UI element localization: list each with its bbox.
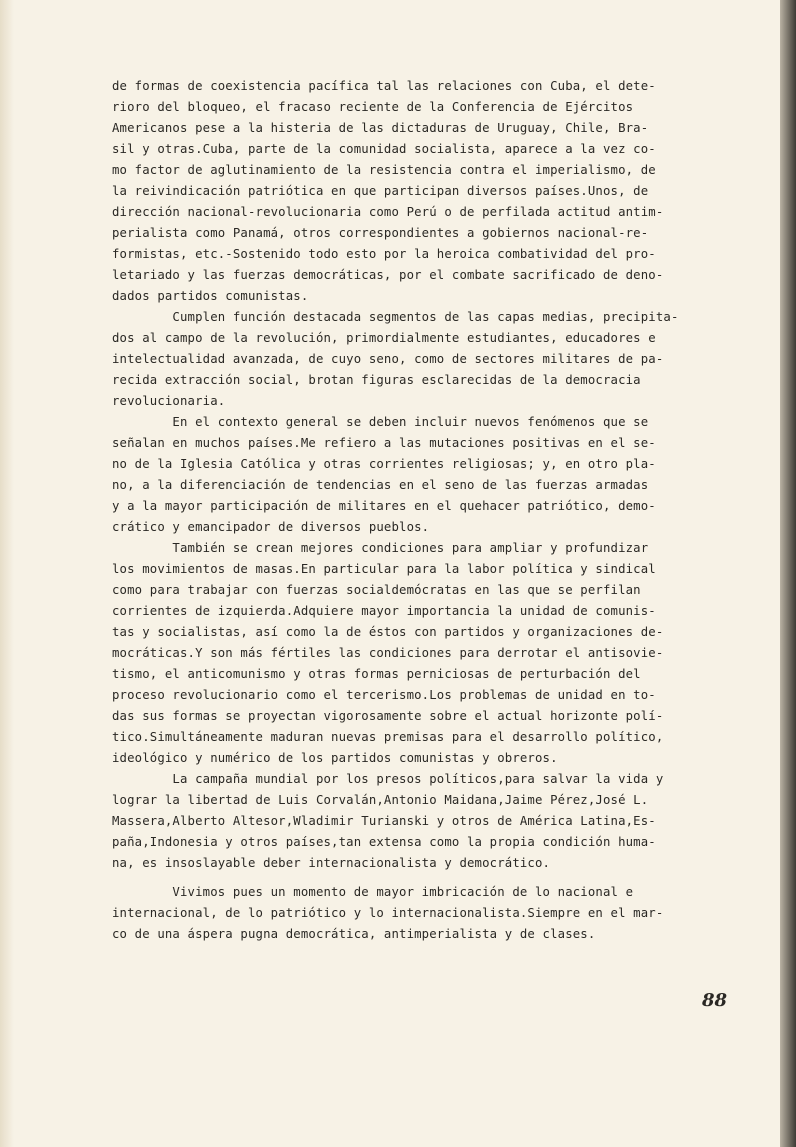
- text-line: tismo, el anticomunismo y otras formas perniciosas de perturbación del: [112, 667, 641, 681]
- text-line: perialista como Panamá, otros correspondientes a gobiernos nacional-re-: [112, 226, 649, 240]
- text-line: La campaña mundial por los presos políticos,para salvar la vida y: [112, 772, 664, 786]
- text-line: das sus formas se proyectan vigorosamente sobre el actual horizonte polí-: [112, 709, 664, 723]
- page-binding-edge: [780, 0, 796, 1147]
- text-line: revolucionaria.: [112, 394, 226, 408]
- text-line: recida extracción social, brotan figuras esclarecidas de la democracia: [112, 373, 641, 387]
- text-line: no de la Iglesia Católica y otras corrientes religiosas; y, en otro pla-: [112, 457, 656, 471]
- text-line: mo factor de aglutinamiento de la resistencia contra el imperialismo, de: [112, 163, 656, 177]
- page-number: 88: [702, 990, 728, 1011]
- text-line: no, a la diferenciación de tendencias en el seno de las fuerzas armadas: [112, 478, 649, 492]
- text-line: la reivindicación patriótica en que participan diversos países.Unos, de: [112, 184, 649, 198]
- text-line: rioro del bloqueo, el fracaso reciente de la Conferencia de Ejércitos: [112, 100, 634, 114]
- text-line: Vivimos pues un momento de mayor imbricación de lo nacional e: [112, 885, 634, 899]
- text-line: Americanos pese a la histeria de las dictaduras de Uruguay, Chile, Bra-: [112, 121, 649, 135]
- text-line: dos al campo de la revolución, primordialmente estudiantes, educadores e: [112, 331, 656, 345]
- text-line: de formas de coexistencia pacífica tal las relaciones con Cuba, el dete-: [112, 79, 656, 93]
- text-line: También se crean mejores condiciones para ampliar y profundizar: [112, 541, 649, 555]
- text-line: co de una áspera pugna democrática, antimperialista y de clases.: [112, 927, 596, 941]
- text-line: Cumplen función destacada segmentos de las capas medias, precipita-: [112, 310, 679, 324]
- text-line: tas y socialistas, así como la de éstos con partidos y organizaciones de-: [112, 625, 664, 639]
- text-line: y a la mayor participación de militares en el quehacer patriótico, demo-: [112, 499, 656, 513]
- text-line: intelectualidad avanzada, de cuyo seno, como de sectores militares de pa-: [112, 352, 664, 366]
- text-line: los movimientos de masas.En particular para la labor política y sindical: [112, 562, 656, 576]
- text-line: paña,Indonesia y otros países,tan extensa como la propia condición huma-: [112, 835, 656, 849]
- text-line: sil y otras.Cuba, parte de la comunidad socialista, aparece a la vez co-: [112, 142, 656, 156]
- text-line: internacional, de lo patriótico y lo internacionalista.Siempre en el mar-: [112, 906, 664, 920]
- text-line: dirección nacional-revolucionaria como Perú o de perfilada actitud antim-: [112, 205, 664, 219]
- text-line: tico.Simultáneamente maduran nuevas premisas para el desarrollo político,: [112, 730, 664, 744]
- text-line: corrientes de izquierda.Adquiere mayor importancia la unidad de comunis-: [112, 604, 656, 618]
- text-line: formistas, etc.-Sostenido todo esto por la heroica combatividad del pro-: [112, 247, 656, 261]
- text-line: como para trabajar con fuerzas socialdemócratas en las que se perfilan: [112, 583, 641, 597]
- text-line: señalan en muchos países.Me refiero a las mutaciones positivas en el se-: [112, 436, 656, 450]
- text-line: En el contexto general se deben incluir nuevos fenómenos que se: [112, 415, 649, 429]
- page-left-shade: [0, 0, 14, 1147]
- text-line: proceso revolucionario como el tercerismo.Los problemas de unidad en to-: [112, 688, 656, 702]
- text-line: letariado y las fuerzas democráticas, por el combate sacrificado de deno-: [112, 268, 664, 282]
- text-line: [112, 874, 742, 882]
- text-line: dados partidos comunistas.: [112, 289, 309, 303]
- text-line: ideológico y numérico de los partidos comunistas y obreros.: [112, 751, 558, 765]
- text-line: Massera,Alberto Altesor,Wladimir Turianski y otros de América Latina,Es-: [112, 814, 656, 828]
- text-line: lograr la libertad de Luis Corvalán,Antonio Maidana,Jaime Pérez,José L.: [112, 793, 649, 807]
- text-line: na, es insoslayable deber internacionalista y democrático.: [112, 856, 551, 870]
- text-line: crático y emancipador de diversos pueblos.: [112, 520, 430, 534]
- text-line: mocráticas.Y son más fértiles las condiciones para derrotar el antisovie-: [112, 646, 664, 660]
- body-text: [112, 76, 742, 945]
